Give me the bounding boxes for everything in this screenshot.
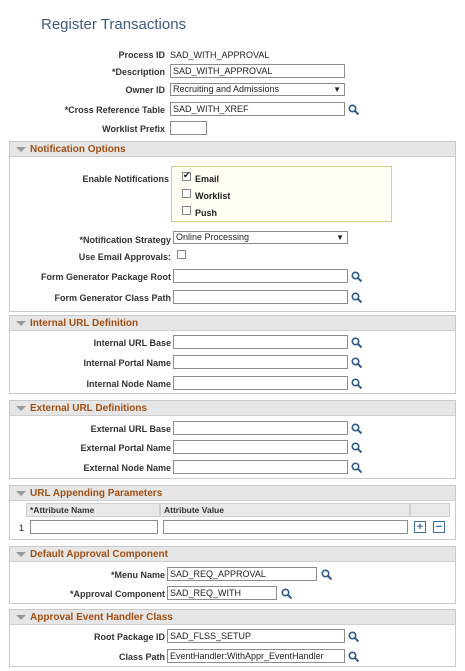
attribute-value-column-header: Attribute Value [160,503,410,517]
approval-component-header[interactable] [10,547,455,562]
push-label: Push [195,208,218,218]
pkg-root-lookup-icon[interactable] [351,271,362,282]
internal-portal-lookup-icon[interactable] [351,357,362,368]
url-params-title: URL Appending Parameters [30,488,163,499]
collapse-triangle-icon[interactable] [16,147,26,152]
class-path-handler-lookup-icon[interactable] [348,651,359,662]
cross-ref-label: *Cross Reference Table [64,105,165,115]
external-url-base-field[interactable] [173,421,348,435]
grid-actions-header [410,503,450,517]
owner-id-select[interactable] [170,83,345,96]
pkg-root-label: Form Generator Package Root [40,272,171,282]
cross-ref-field[interactable]: SAD_WITH_XREF [170,102,345,116]
internal-node-field[interactable] [173,376,348,390]
notification-strategy-label: *Notification Strategy [79,235,171,245]
owner-id-value: Recruiting and Admissions [173,84,280,94]
external-portal-lookup-icon[interactable] [351,442,362,453]
email-checkbox[interactable] [182,172,191,181]
approval-component-title: Default Approval Component [30,549,168,560]
email-label: Email [195,174,220,184]
notification-strategy-select[interactable] [173,231,348,244]
collapse-triangle-icon[interactable] [16,491,26,496]
push-checkbox[interactable] [182,206,191,215]
collapse-triangle-icon[interactable] [16,615,26,620]
external-portal-label: External Portal Name [80,443,171,453]
menu-name-field[interactable]: SAD_REQ_APPROVAL [167,567,317,581]
class-path-handler-field[interactable]: EventHandler:WithAppr_EventHandler [167,649,345,663]
external-url-title: External URL Definitions [30,403,148,414]
root-package-field[interactable]: SAD_FLSS_SETUP [167,629,345,643]
description-field[interactable]: SAD_WITH_APPROVAL [170,64,345,78]
remove-row-button[interactable]: − [433,521,445,533]
notification-options-title: Notification Options [30,144,126,155]
internal-url-base-lookup-icon[interactable] [351,337,362,348]
class-path-handler-label: Class Path [118,652,165,662]
approval-component-field[interactable]: SAD_REQ_WITH [167,586,277,600]
internal-url-base-field[interactable] [173,335,348,349]
internal-url-title: Internal URL Definition [30,318,139,329]
collapse-triangle-icon[interactable] [16,406,26,411]
notification-strategy-value: Online Processing [176,232,250,242]
root-package-label: Root Package ID [93,632,165,642]
root-package-lookup-icon[interactable] [348,631,359,642]
dropdown-arrow-icon: ▼ [336,233,344,242]
internal-node-label: Internal Node Name [86,379,171,389]
worklist-checkbox[interactable] [182,189,191,198]
external-node-field[interactable] [173,460,348,474]
external-node-label: External Node Name [83,463,171,473]
class-path-lookup-icon[interactable] [351,292,362,303]
internal-portal-field[interactable] [173,355,348,369]
attribute-value-field[interactable] [163,520,408,534]
worklist-prefix-label: Worklist Prefix [102,124,165,134]
worklist-prefix-field[interactable] [170,121,207,135]
menu-name-lookup-icon[interactable] [321,569,332,580]
process-id-label: Process ID [118,50,165,60]
external-url-header[interactable] [10,401,455,416]
worklist-label: Worklist [195,191,231,201]
enable-notifications-label: Enable Notifications [82,174,169,184]
collapse-triangle-icon[interactable] [16,321,26,326]
external-url-base-label: External URL Base [90,424,171,434]
owner-id-label: Owner ID [125,85,165,95]
external-url-base-lookup-icon[interactable] [351,423,362,434]
add-row-button[interactable]: + [414,521,426,533]
internal-portal-label: Internal Portal Name [83,358,171,368]
event-handler-title: Approval Event Handler Class [30,612,173,623]
internal-url-header[interactable] [10,316,455,331]
attribute-name-field[interactable] [30,520,158,534]
email-approvals-label: Use Email Approvals: [78,252,171,262]
collapse-triangle-icon[interactable] [16,552,26,557]
notification-options-header[interactable] [10,142,455,157]
event-handler-header[interactable] [10,610,455,625]
external-portal-field[interactable] [173,440,348,454]
attribute-name-column-header: *Attribute Name [26,503,160,517]
process-id-value: SAD_WITH_APPROVAL [170,50,270,60]
dropdown-arrow-icon: ▼ [333,85,341,94]
approval-component-label: *Approval Component [69,589,165,599]
approval-component-lookup-icon[interactable] [281,588,292,599]
internal-url-base-label: Internal URL Base [93,338,171,348]
url-params-header[interactable] [10,486,455,501]
external-node-lookup-icon[interactable] [351,462,362,473]
page-title: Register Transactions [41,16,187,33]
description-label: *Description [111,67,165,77]
internal-node-lookup-icon[interactable] [351,378,362,389]
pkg-root-field[interactable] [173,269,348,283]
email-approvals-checkbox[interactable] [177,250,186,259]
cross-ref-lookup-icon[interactable] [348,104,359,115]
row-number: 1 [19,523,25,533]
class-path-label: Form Generator Class Path [54,293,171,303]
menu-name-label: *Menu Name [110,570,165,580]
class-path-field[interactable] [173,290,348,304]
